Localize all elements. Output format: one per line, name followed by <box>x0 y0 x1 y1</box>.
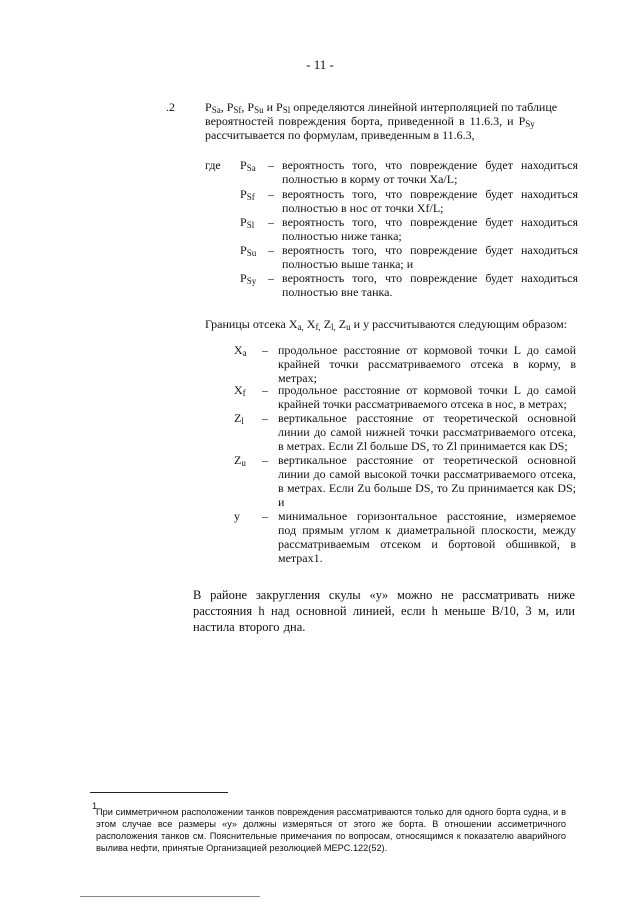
bound-definitions <box>234 343 579 583</box>
footnote-mark: 1 <box>92 801 98 811</box>
definition-dash: – <box>262 453 268 467</box>
definition-dash: – <box>262 411 268 425</box>
bound-text: вертикальное расстояние от теоретической основной линии до самой высокой точки рассматриваемого отсека, в метрах. Если Zu больше DS, то Zu принимается как DS; и <box>278 453 576 509</box>
probability-symbol: $P_{Sa}$ <box>240 158 256 173</box>
bound-text: продольное расстояние от кормовой точки L до самой крайней точки рассматриваемого отсека в нос, в метрах; <box>278 383 576 411</box>
probability-text: вероятность того, что повреждение будет находиться полностью вне танка. <box>282 271 578 299</box>
probability-symbol: $P_{Sy}$ <box>240 271 257 286</box>
definition-dash: – <box>262 509 268 523</box>
footnote-separator <box>90 792 228 793</box>
bound-symbol: $X_f$ <box>234 383 246 398</box>
probability-text: вероятность того, что повреждение будет находиться полностью ниже танка; <box>282 215 578 243</box>
probability-symbol: $P_{Sl}$ <box>240 215 255 230</box>
bounds-intro: Границы отсека $X_{a,}$ $X_{f,}$ $Z_{l,}$ $Z_u$ и y рассчитываются следующим образом: <box>205 317 568 332</box>
probability-symbol: $P_{Sf}$ <box>240 187 255 202</box>
page-number: - 11 - <box>306 57 334 72</box>
footnote-text: При симметричном расположении танков повреждения рассматриваются только для одного борта судна, и в этом случае все размеры «y» должны измеряться от этого же борта. В отношении ассиметричного расположения танков см. Пояснительные примечания по вопросам, относящимся к показателю аварийного вылива нефти, принятые Организацией резолюцией MEPC.122(52). <box>96 807 566 853</box>
bound-symbol: y <box>234 509 240 523</box>
probability-text: вероятность того, что повреждение будет находиться полностью в нос от точки Xf/L; <box>282 187 578 215</box>
bound-symbol: $Z_u$ <box>234 453 246 468</box>
bound-text: минимальное горизонтальное расстояние, измеряемое под прямым углом к диаметральной плоскости, между рассматриваемым отсеком и бортовой обшивкой, в метрах1. <box>278 509 576 565</box>
bottom-rule <box>80 896 260 897</box>
probability-text: вероятность того, что повреждение будет находиться полностью выше танка; и <box>282 243 578 271</box>
bilge-paragraph: В районе закругления скулы «y» можно не рассматривать ниже расстояния h над основной линией, если h меньше B/10, 3 м, или настила второго дна. <box>193 588 575 634</box>
probability-definitions <box>240 158 580 308</box>
intro-line-2: вероятностей повреждения борта, приведенной в 11.6.3, и $P_{Sy}$ <box>205 114 535 129</box>
paragraph-number: .2 <box>166 100 175 114</box>
definition-dash: – <box>268 158 274 172</box>
definition-dash: – <box>268 187 274 201</box>
definition-dash: – <box>262 343 268 357</box>
probability-text: вероятность того, что повреждение будет находиться полностью в корму от точки Xa/L; <box>282 158 578 186</box>
intro-line-1: $P_{Sa}$, $P_{Sf}$, $P_{Su}$ и $P_{Sl}$ определяются линейной интерполяцией по таблице <box>205 100 558 115</box>
probability-symbol: $P_{Su}$ <box>240 243 257 258</box>
intro-paragraph <box>205 100 575 142</box>
bound-text: вертикальное расстояние от теоретической основной линии до самой нижней точки рассматриваемого отсека, в метрах. Если Zl больше DS, то Zl принимается как DS; <box>278 411 576 453</box>
bound-symbol: $X_a$ <box>234 343 247 358</box>
definition-dash: – <box>268 243 274 257</box>
definition-dash: – <box>262 383 268 397</box>
intro-line-3: рассчитывается по формулам, приведенным в 11.6.3, <box>205 128 475 142</box>
definition-dash: – <box>268 271 274 285</box>
definition-dash: – <box>268 215 274 229</box>
where-label: где <box>205 158 221 172</box>
bound-symbol: $Z_l$ <box>234 411 244 426</box>
bound-text: продольное расстояние от кормовой точки L до самой крайней точки рассматриваемого отсека в корму, в метрах; <box>278 343 576 385</box>
